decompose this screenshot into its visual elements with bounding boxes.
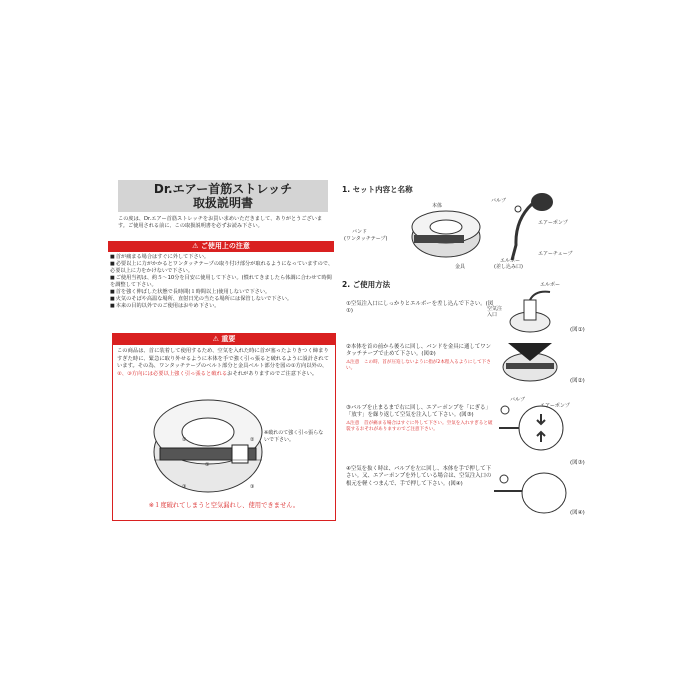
step-1-text: ①空気注入口にしっかりとエルボーを差し込んで下さい。(図①) bbox=[346, 301, 494, 315]
usage-warning-header: ⚠ ご使用上の注意 bbox=[108, 241, 334, 252]
fig4-image bbox=[492, 467, 567, 517]
fig1-elbow-label: エルボー bbox=[540, 282, 561, 288]
label-onetouch: (ワンタッチテープ) bbox=[344, 236, 388, 242]
step-2-text: ②本体を首の前から後ろに回し、バンドを金具に通してワンタッチテープで止めて下さい。(図②) bbox=[346, 344, 491, 358]
fig1-inlet-label: 空気注入口 bbox=[487, 306, 503, 318]
step-3-text: ③バルブを止まるまで右に回し、エアーポンプを「にぎる」「放す」を繰り返して空気を注入して下さい。(図③) bbox=[346, 405, 491, 419]
important-red-text: ②、③方向には必要以上強く引っ張ると破れる bbox=[117, 370, 228, 377]
label-valve: バルブ bbox=[491, 198, 507, 204]
warning-item: ■ 本来の目的以外でのご使用はおやめ下さい。 bbox=[110, 303, 336, 310]
important-footer: ※１度破れてしまうと空気漏れし、使用できません。 bbox=[148, 502, 300, 509]
important-header: ⚠ 重要 bbox=[113, 334, 335, 345]
section-usage: 2. ご使用方法 bbox=[342, 280, 391, 289]
manual-subtitle: 取扱説明書 bbox=[192, 196, 253, 210]
label-elbow: エルボー bbox=[500, 258, 521, 264]
important-body: この商品は、首に装着して使用するため、空気を入れた時に首が塞ったよりきつく締まりすぎた時に、緊急に取り外せるように本体を手で強く引っ張ると破れるように設計されています。その為、ワンタッチテープのベルト部分と金具ベルト部分を図の①方向以外の、 bbox=[117, 348, 329, 370]
fig1-caption: (図①) bbox=[570, 327, 585, 333]
fig2-image bbox=[500, 335, 560, 385]
fig3-caption: (図③) bbox=[570, 460, 585, 466]
label-metal: 金具 bbox=[455, 264, 466, 270]
intro-text: この度は、Dr.エアー首筋ストレッチをお買い求めいただきまして、ありがとうございます。ご使用される前に、この取扱説明書を必ずお読み下さい。 bbox=[118, 216, 323, 229]
label-band: バンド bbox=[352, 229, 368, 235]
section-set-contents: 1. セット内容と名称 bbox=[342, 185, 413, 194]
set-contents-figure bbox=[408, 205, 488, 260]
side-note: ※破れのて強く引っ張らないで下さい。 bbox=[264, 430, 324, 443]
manual-title-box bbox=[118, 180, 328, 212]
fig-label-2b: ② bbox=[250, 437, 255, 443]
fig-label-3a: ③ bbox=[182, 484, 187, 490]
step-3 bbox=[346, 405, 496, 433]
step-4 bbox=[346, 466, 496, 488]
important-tail: おそれがありますのでご注意下さい。 bbox=[227, 370, 318, 377]
step-1 bbox=[346, 301, 496, 316]
fig3-pump-label: エアーポンプ bbox=[540, 403, 570, 409]
label-elbow-note: (差し込み口) bbox=[494, 264, 523, 270]
fig-label-1: ① bbox=[205, 462, 210, 468]
warning-item: ■ ご使用当初は、約５～10分を目安に使用して下さい。(慣れてきましたら体調に合わせて時間を調整して下さい。 bbox=[110, 275, 336, 289]
fig-label-2a: ② bbox=[182, 437, 187, 443]
fig-label-3b: ③ bbox=[250, 484, 255, 490]
warning-item: ■ 火気のそばや高温な場所、直射日光の当たる場所には保管しないで下さい。 bbox=[110, 296, 336, 303]
fig1-image bbox=[505, 290, 560, 335]
manual-title: Dr.エアー首筋ストレッチ bbox=[153, 182, 293, 196]
step-2-caution: ⚠注意 この時、首が圧迫しないように指が2本程入るようにして下さい。 bbox=[346, 359, 491, 371]
warning-item: ■ 首が痛まる場合はすぐに外して下さい。 bbox=[110, 254, 336, 261]
step-3-caution: ⚠注意 首が痛まる場合はすぐに外して下さい。空気を入れすぎると破裂するおそれがありますのでご注意下さい。 bbox=[346, 420, 493, 432]
warning-item: ■ 首を強く伸ばした状態で長時間(１時間以上)使用しないで下さい。 bbox=[110, 289, 336, 296]
step-2 bbox=[346, 344, 496, 372]
fig3-valve-label: バルブ bbox=[510, 397, 526, 403]
fig2-caption: (図②) bbox=[570, 378, 585, 384]
label-body: 本体 bbox=[432, 203, 443, 209]
step-4-text: ④空気を抜く時は、バルブを左に回し、本体を手で押して下さい。又、エアーポンプを外している場合は、空気注入口の根元を軽くつまんで、手で押して下さい。(図④) bbox=[346, 466, 492, 487]
important-text bbox=[117, 348, 331, 378]
label-tube: エアーチューブ bbox=[538, 251, 573, 257]
label-pump: エアーポンプ bbox=[538, 220, 568, 226]
warning-list bbox=[110, 254, 336, 310]
warning-item: ■ 必要以上に力がかかるとワンタッチテープの取り付け部分が取れるようになっていますので、必要以上に力をかけないで下さい。 bbox=[110, 261, 336, 275]
fig4-caption: (図④) bbox=[570, 510, 585, 516]
